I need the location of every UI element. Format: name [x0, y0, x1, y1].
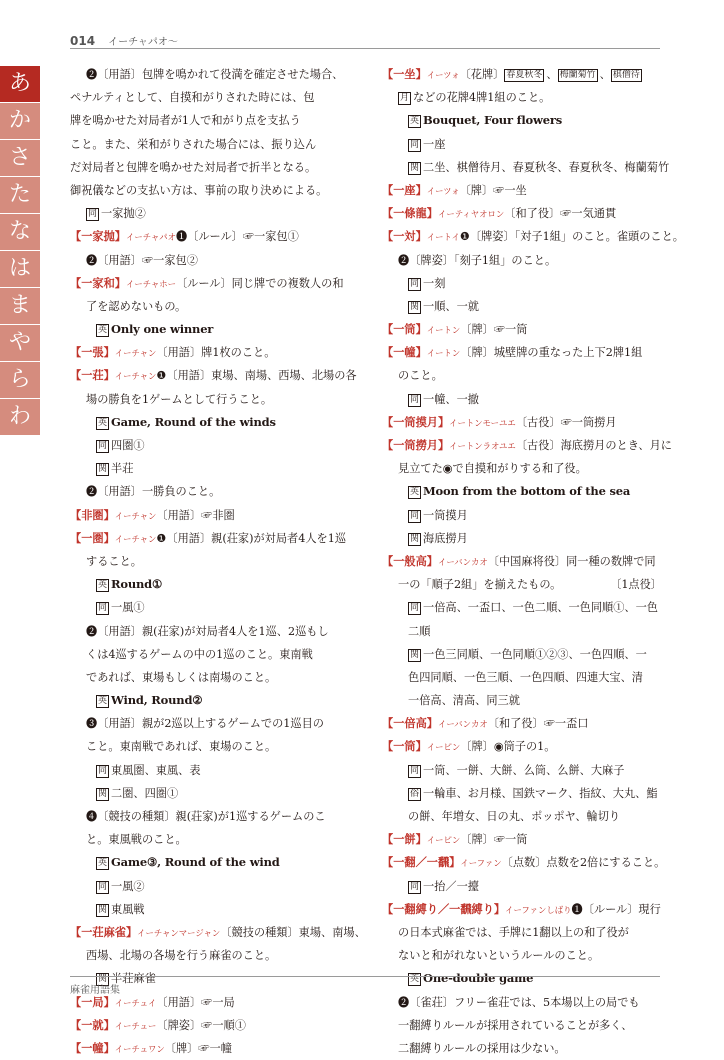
entry-line [382, 804, 662, 827]
entry-text: 四圏① [111, 439, 145, 452]
label-box: 同 [98, 765, 108, 776]
kana-tab[interactable]: や [0, 325, 40, 362]
entry-headword: 【一筒】 [382, 739, 427, 754]
entry-text: だ対局者と包牌を鳴かせた対局者で折半となる。 [70, 160, 317, 174]
entry-line [70, 201, 350, 224]
label-box: 英 [98, 580, 108, 591]
entry-line [382, 758, 662, 781]
entry-line [382, 665, 662, 688]
entry-reading: イーチャホー [125, 278, 176, 289]
entry-line [70, 62, 350, 85]
page-number: 014 [70, 34, 96, 48]
entry-line [70, 1036, 350, 1059]
entry-text: 一風① [111, 601, 145, 615]
entry-text: すること。 [86, 554, 142, 568]
entry-reading: イーバンカオ [437, 719, 488, 730]
entry-line [70, 340, 350, 363]
entry-text: 一家抛② [101, 207, 146, 221]
entry-headword: 【一筒摸月】 [382, 414, 450, 429]
entry-line [70, 920, 366, 943]
entry-text: 了を認めないもの。 [86, 299, 187, 313]
entry-text: ❶〔ルール〕☞一家包① [175, 230, 299, 244]
entry-headword: 【一局】 [70, 994, 115, 1009]
entry-line [382, 410, 662, 433]
label-box: 英 [98, 696, 108, 707]
entry-text: 二順 [408, 624, 431, 638]
entry-text: 〔和了役〕☞一盃口 [487, 717, 589, 731]
entry-text: ❷〔牌姿〕「刻子1組」のこと。 [398, 253, 557, 267]
entry-line [70, 943, 350, 966]
entry-text: 西場、北場の各場を行う麻雀のこと。 [86, 949, 277, 963]
label-box: 関 [98, 788, 108, 799]
entry-text: 二翻縛りルールの採用は少ない。 [398, 1041, 566, 1055]
entry-line [70, 456, 350, 479]
entry-text: 〔牌姿〕☞一順① [156, 1018, 246, 1032]
entry-text: 半荘 [111, 462, 134, 476]
tile-group-box: 棋僧待 [612, 70, 640, 80]
entry-text: 見立てた◉で自摸和がりする和了役。 [398, 462, 587, 476]
entry-reading: イーチュー [114, 1020, 157, 1031]
entry-text: 〔点数〕点数を2倍にすること。 [501, 856, 666, 870]
entry-text: 一の「順子2組」を揃えたもの。 [398, 578, 562, 592]
entry-line [382, 642, 662, 665]
entry-text: 〔古役〕☞一筒撈月 [515, 415, 617, 429]
entry-reading: イートン [426, 325, 461, 336]
entry-line [382, 711, 662, 734]
entry-text: 〔牌〕◉筒子の1。 [460, 740, 556, 754]
entry-line [382, 619, 662, 642]
entry-line [70, 85, 350, 108]
entry-headword: 【非圏】 [70, 507, 115, 522]
entry-line [70, 1013, 350, 1036]
header-title: イーチャパオ〜 [108, 37, 178, 48]
entry-line [70, 827, 350, 850]
entry-line [70, 688, 350, 711]
entry-text: こと。東南戦であれば、東場のこと。 [86, 740, 277, 754]
entry-line [382, 781, 662, 804]
label-box: 英 [410, 487, 420, 498]
label-box: 同 [98, 441, 108, 451]
english-term: Game③, Round of the wind [111, 855, 280, 870]
entry-line [382, 433, 672, 456]
entry-line [70, 665, 350, 688]
label-box: 同 [410, 603, 420, 614]
entry-text: 一座 [423, 137, 446, 151]
entry-line [382, 595, 662, 618]
entry-text: ❶〔ルール〕現行 [571, 902, 661, 916]
entry-line [70, 850, 350, 873]
entry-text: ❷〔用語〕☞一家包② [86, 253, 198, 267]
entry-text: ❷〔用語〕一勝負のこと。 [86, 485, 221, 499]
entry-line [382, 503, 662, 526]
label-box: 英 [410, 116, 420, 127]
entry-line [70, 224, 350, 247]
label-box: 関 [98, 974, 108, 985]
footer-title: 麻雀用語集 [70, 985, 120, 996]
entry-line [70, 711, 350, 734]
english-term: Game, Round of the winds [111, 414, 276, 429]
english-term: Wind, Round② [111, 693, 203, 708]
entry-headword: 【一坐】 [382, 67, 427, 81]
entry-reading: イートンラオユエ [449, 441, 516, 451]
entry-reading: イーチャン [114, 348, 157, 359]
entry-reading: イーチャンマージャン [137, 927, 221, 938]
label-box: 関 [410, 162, 420, 173]
entry-reading: イーチャン [114, 371, 157, 382]
entry-text: 〔用語〕☞一局 [156, 995, 235, 1009]
entry-reading: イートン [426, 348, 461, 359]
entry-text: 〔用語〕牌1枚のこと。 [156, 346, 276, 360]
entry-text: であれば、東場もしくは南場のこと。 [86, 670, 277, 684]
entry-text: の餅、年増女、日の丸、ポッポヤ、輪切り [408, 810, 621, 823]
entry-headword: 【一筒撈月】 [382, 438, 450, 452]
entry-line [70, 294, 350, 317]
english-term: One-double game [423, 971, 534, 986]
entry-text: 〔牌〕☞一幢 [164, 1041, 232, 1055]
entry-text: 一倍高、一盃口、一色二順、一色同順①、一色 [423, 601, 658, 615]
entry-text: 一順、一就 [423, 299, 479, 313]
entry-reading: イーピン [426, 835, 461, 846]
entry-reading: イーツォ [426, 70, 460, 80]
entry-text: 東風戦 [111, 902, 145, 916]
entry-headword: 【一倍高】 [382, 716, 438, 731]
tile-group-box: 梅蘭菊竹 [559, 70, 596, 80]
entry-text: 〔牌〕☞一坐 [459, 183, 527, 197]
label-box: 俗 [410, 788, 420, 799]
entry-line [70, 619, 350, 642]
kana-tab[interactable]: ま [0, 288, 40, 325]
entry-line [70, 734, 350, 757]
separator: 、 [546, 68, 558, 81]
entry-line [382, 920, 662, 943]
label-box: 英 [98, 858, 108, 869]
entry-line [70, 155, 350, 178]
entry-line [382, 294, 662, 317]
entry-line [70, 387, 350, 410]
entry-line [70, 758, 350, 781]
kana-tab[interactable]: あ [0, 66, 40, 103]
entry-line [382, 387, 662, 410]
separator: 、 [599, 68, 611, 81]
entry-line [70, 874, 350, 897]
entry-headword: 【一翻縛り／一飜縛り】 [382, 901, 506, 916]
entry-headword: 【一筒】 [382, 322, 427, 337]
kana-index-tabs [0, 66, 40, 436]
entry-line [382, 155, 670, 178]
label-box: 同 [98, 603, 108, 614]
label-box: 同 [410, 139, 420, 150]
entry-text: ❸〔用語〕親が2巡以上するゲームでの1巡目の [86, 717, 324, 731]
entry-line [382, 456, 662, 479]
entry-text: 一風② [111, 879, 145, 893]
entry-reading: イーツォ [426, 185, 460, 196]
entry-reading: イートンモーユエ [449, 417, 516, 428]
entry-text: 一輪車、お月様、国鉄マーク、指紋、大丸、鮨 [423, 786, 658, 800]
entry-line [70, 572, 350, 595]
entry-text: 〔中国麻将役〕同一種の数牌で同 [487, 554, 656, 568]
entry-line [382, 688, 662, 711]
entry-text: 〔用語〕☞非圏 [156, 508, 235, 522]
label-box: 同 [410, 510, 420, 521]
entry-text: 〔牌〕城壁牌の重なった上下2牌1組 [460, 346, 643, 360]
entry-line [382, 62, 662, 85]
label-box: 同 [410, 881, 420, 892]
entry-line [382, 248, 662, 271]
entry-reading: イートイ [426, 232, 460, 243]
entry-text: 半荘麻雀 [111, 972, 156, 986]
entry-line [382, 317, 662, 340]
tile-group-box: 春夏秋冬 [506, 70, 543, 80]
entry-line [70, 433, 350, 456]
entry-line [382, 526, 662, 549]
entry-text: 海底撈月 [423, 531, 468, 545]
entry-reading: イーバンカオ [437, 556, 488, 567]
english-term: Moon from the bottom of the sea [423, 484, 631, 499]
entry-headword: 【一幢】 [382, 345, 427, 360]
page-footer [70, 976, 660, 996]
dictionary-column-right [382, 62, 684, 1059]
kana-tab[interactable]: た [0, 177, 40, 214]
entry-headword: 【一幢】 [70, 1040, 115, 1055]
entry-line [382, 201, 662, 224]
entry-line [382, 108, 662, 131]
entry-line [382, 850, 666, 873]
kana-tab[interactable]: は [0, 251, 40, 288]
entry-text: 二坐、棋僧待月、春夏秋冬、春夏秋冬、梅蘭菊竹 [423, 160, 670, 174]
kana-tab[interactable]: か [0, 103, 40, 140]
entry-text: 御祝儀などの支払い方は、事前の取り決めによる。 [70, 183, 328, 197]
label-box: 関 [410, 649, 420, 660]
entry-text: 一倍高、清高、同三就 [408, 694, 520, 708]
entry-line [70, 271, 350, 294]
entry-line [382, 85, 662, 108]
label-box: 英 [410, 974, 420, 985]
entry-line [70, 178, 350, 201]
entry-line [70, 897, 350, 920]
entry-headword: 【一家和】 [70, 275, 126, 290]
entry-headword: 【一圏】 [70, 530, 115, 545]
entry-reading: イーピン [426, 742, 461, 753]
entry-text: 東風圏、東風、表 [111, 763, 201, 777]
entry-text: 一筒、一餅、大餅、么筒、么餅、大麻子 [423, 763, 625, 777]
entry-text: と。東風戦のこと。 [86, 833, 187, 847]
entry-text: 一刻 [423, 276, 446, 290]
entry-text: 牌を鳴かせた対局者が1人で和がり点を支払う [70, 114, 301, 128]
label-box: 英 [98, 417, 108, 428]
entry-headword: 【一座】 [382, 182, 427, 197]
entry-line [70, 804, 350, 827]
entry-headword: 【一翻／一飜】 [382, 855, 461, 870]
english-term: Round① [111, 577, 163, 592]
english-term: Bouquet, Four flowers [423, 113, 562, 128]
english-term: Only one winner [111, 322, 214, 337]
entry-line [382, 479, 662, 502]
entry-line [382, 1036, 662, 1059]
entry-text: の日本式麻雀では、手牌に1翻以上の和了役が [398, 925, 629, 939]
entry-reading: イーチュイ [114, 997, 157, 1008]
entry-text: くは4巡するゲームの中の1巡のこと。東南戦 [86, 647, 313, 661]
entry-line [382, 943, 662, 966]
entry-headword: 【一張】 [70, 345, 115, 360]
entry-text: ないと和がれないというルールのこと。 [398, 949, 600, 963]
entry-reading: イーチャパオ [125, 232, 176, 243]
entry-headword: 【一対】 [382, 229, 427, 244]
entry-headword: 【一般高】 [382, 553, 438, 568]
entry-text: 一翻縛りルールが採用されていることが多く、 [398, 1018, 633, 1032]
entry-line [382, 178, 662, 201]
entry-text: ❹〔競技の種類〕親(荘家)が1巡するゲームのこ [86, 810, 326, 823]
entry-reading: イーチャン [114, 510, 157, 521]
label-box: 英 [98, 325, 108, 336]
entry-text: 色四同順、一色三順、一色四順、四連大宝、清 [408, 670, 643, 684]
entry-text: のこと。 [398, 369, 443, 383]
entry-reading: イーチュワン [114, 1043, 165, 1054]
entry-line [382, 874, 662, 897]
entry-text: などの花牌4牌1組のこと。 [413, 91, 551, 105]
entry-text: 一幢、一撤 [423, 392, 479, 406]
entry-headword: 【一家抛】 [70, 229, 126, 244]
entry-line [70, 410, 350, 433]
entry-line [382, 572, 662, 595]
entry-line [70, 317, 350, 340]
entry-line [70, 132, 350, 155]
entry-line [70, 595, 350, 618]
label-box: 関 [410, 301, 420, 312]
entry-headword: 【一荘麻雀】 [70, 924, 138, 939]
label-box: 同 [410, 278, 420, 289]
entry-reading: イーティヤオロン [437, 209, 505, 220]
entry-text: ❶〔牌姿〕「対子1組」のこと。雀頭のこと。 [459, 230, 684, 244]
kana-tab[interactable]: な [0, 214, 40, 251]
label-box: 関 [410, 533, 420, 544]
entry-line [382, 132, 662, 155]
entry-line [382, 271, 662, 294]
entry-line [70, 503, 350, 526]
entry-text: 場の勝負を1ゲームとして行うこと。 [86, 392, 273, 406]
entry-line [382, 340, 662, 363]
entry-text: こと。また、栄和がりされた場合には、振り込ん [70, 137, 317, 151]
entry-line [382, 734, 662, 757]
entry-text: ❷〔雀荘〕フリー雀荘では、5本場以上の局でも [398, 995, 640, 1009]
entry-line [70, 363, 357, 386]
label-box: 関 [98, 904, 108, 915]
entry-text: 一筒摸月 [423, 508, 468, 522]
entry-line [70, 781, 350, 804]
entry-text: ペナルティとして、自摸和がりされた時には、包 [70, 91, 315, 105]
entry-text: ❶〔用語〕東場、南場、西場、北場の各 [156, 369, 357, 383]
entry-text: ❶〔用語〕親(荘家)が対局者4人を1巡 [156, 531, 347, 545]
entry-line [70, 479, 350, 502]
entry-point-value: 〔1点役〕 [610, 578, 662, 592]
entry-text: ❷〔用語〕親(荘家)が対局者4人を1巡、2巡もし [86, 624, 329, 638]
label-box: 同 [98, 881, 108, 892]
entry-headword: 【一餅】 [382, 832, 427, 847]
entry-reading: イーチャン [114, 533, 157, 544]
entry-text: ❷〔用語〕包牌を鳴かれて役満を確定させた場合、 [86, 68, 344, 81]
entry-text: 〔ルール〕同じ牌での複数人の和 [175, 276, 344, 290]
label-box: 同 [410, 394, 420, 405]
entry-text: 二圏、四圏① [111, 786, 179, 800]
entry-headword: 【一條龍】 [382, 206, 438, 221]
entry-line [382, 1013, 662, 1036]
entry-reading: イーファンしばり [505, 904, 572, 915]
kana-tab[interactable]: わ [0, 399, 40, 436]
kana-tab[interactable]: さ [0, 140, 40, 177]
label-box: 関 [98, 464, 108, 475]
label-box: 月 [400, 93, 410, 104]
entry-headword: 【一荘】 [70, 368, 115, 383]
entry-line [70, 642, 350, 665]
entry-text: 〔古役〕海底撈月のとき、月に [515, 439, 672, 452]
entry-text: 〔牌〕☞一筒 [460, 833, 528, 847]
entry-reading: イーファン [460, 858, 502, 869]
entry-line [70, 526, 350, 549]
dictionary-column-left [70, 62, 366, 1059]
kana-tab[interactable]: ら [0, 362, 40, 399]
entry-line [382, 549, 662, 572]
entry-line [70, 108, 350, 131]
running-header [70, 30, 660, 49]
entry-line [70, 248, 350, 271]
label-box: 同 [88, 209, 98, 220]
entry-line [382, 827, 662, 850]
entry-headword: 【一就】 [70, 1017, 115, 1032]
entry-line [382, 897, 662, 920]
entry-line [382, 363, 662, 386]
entry-line [70, 549, 350, 572]
label-box: 同 [410, 765, 420, 776]
entry-text: 〔花牌〕 [459, 68, 505, 81]
entry-text: 〔牌〕☞一筒 [460, 323, 528, 337]
entry-text: 〔和了役〕☞一気通貫 [504, 207, 617, 221]
entry-text: 一色三同順、一色同順①②③、一色四順、一 [423, 647, 647, 661]
entry-line [382, 224, 684, 247]
entry-text: 〔競技の種類〕東場、南場、 [220, 925, 366, 939]
entry-text: 一抬／一擡 [423, 879, 479, 893]
